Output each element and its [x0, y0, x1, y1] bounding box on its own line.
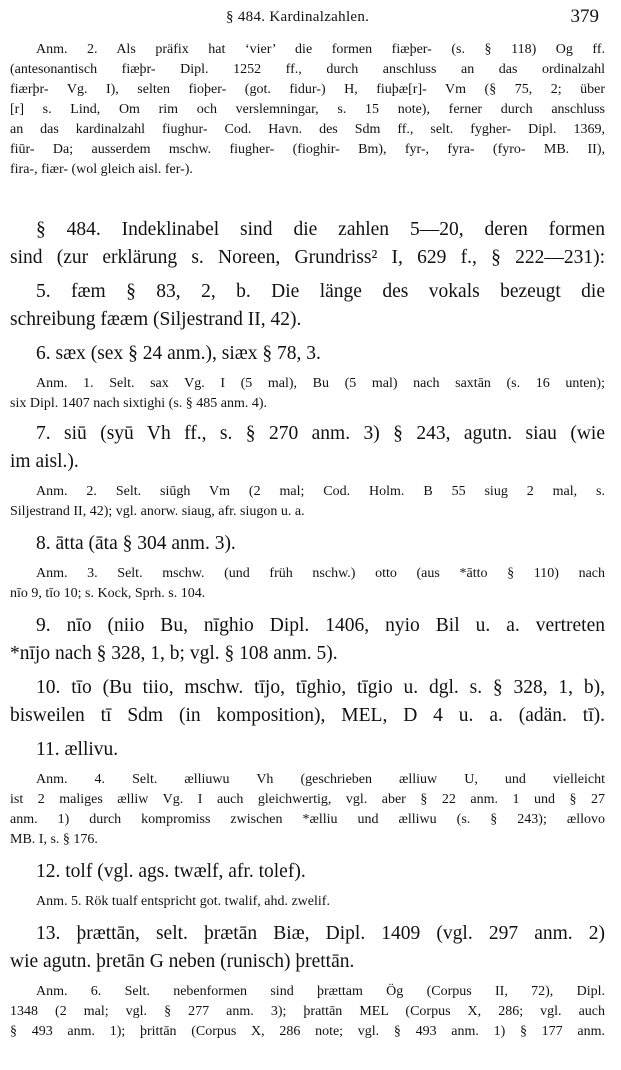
note-line: Anm. 6. Selt. nebenformen sind þrættam Ög (Corpus II, 72), Dipl.: [36, 984, 605, 999]
note-line: Anm. 1. Selt. sax Vg. I (5 mal), Bu (5 mal) nach saxtān (s. 16 unten);: [36, 376, 605, 391]
note-line: fira-, fiær- (wol gleich aisl. fer-).: [10, 162, 193, 177]
note-line: nīo 9, tīo 10; s. Kock, Sprh. s. 104.: [10, 586, 206, 601]
section-484-intro: [10, 216, 605, 272]
note-line: Anm. 5. Rök tualf entspricht got. twalif, ahd. zwelif.: [36, 894, 330, 909]
note-line: an das kardinalzahl fiughur- Cod. Havn. des Sdm ff., selt. fygher- Dipl. 1369,: [10, 122, 605, 137]
note-6: [10, 982, 605, 1042]
item-5: [10, 278, 605, 334]
item-8: [10, 530, 605, 558]
section-line: § 484. Indeklinabel sind die zahlen 5—20, deren formen: [36, 219, 605, 240]
note-line: six Dipl. 1407 nach sixtighi (s. § 485 anm. 4).: [10, 396, 268, 411]
section-line: sind (zur erklärung s. Noreen, Grundriss² I, 629 f., § 222—231):: [10, 247, 605, 268]
item-line: 6. sæx (sex § 24 anm.), siæx § 78, 3.: [36, 343, 321, 364]
note-line: MB. I, s. § 176.: [10, 832, 98, 847]
item-line: im aisl.).: [10, 451, 79, 472]
item-line: 7. siū (syū Vh ff., s. § 270 anm. 3) § 243, agutn. siau (wie: [36, 423, 605, 444]
note-line: fiærþr- Vg. I), selten fioþer- (got. fidur-) H, fiuþæ[r]- Vm (§ 75, 2; über: [10, 82, 605, 97]
page-number: 379: [570, 6, 599, 27]
note-3: [10, 564, 605, 604]
item-6: [10, 340, 605, 368]
item-7: [10, 420, 605, 476]
item-line: 13. þrættān, selt. þrætān Biæ, Dipl. 1409 (vgl. 297 anm. 2): [36, 923, 605, 944]
note-line: ist 2 maliges ælliw Vg. I auch gleichwertig, vgl. aber § 22 anm. 1 und § 27: [10, 792, 605, 807]
item-line: schreibung fææm (Siljestrand II, 42).: [10, 309, 302, 330]
note-line: (antesonantisch fiæþr- Dipl. 1252 ff., durch anschluss an das ordinalzahl: [10, 62, 605, 77]
item-13: [10, 920, 605, 976]
item-line: 9. nīo (niio Bu, nīghio Dipl. 1406, nyio Bil u. a. vertreten: [36, 615, 605, 636]
running-header: [0, 6, 621, 30]
item-line: 8. ātta (āta § 304 anm. 3).: [36, 533, 236, 554]
note-line: [r] s. Lind, Om rim och verslemningar, s. 15 note), ferner durch anschluss: [10, 102, 605, 117]
note-5: [10, 892, 605, 912]
note-block-fier-prefix: [10, 40, 605, 180]
note-4: [10, 770, 605, 850]
note-line: Anm. 3. Selt. mschw. (und früh nschw.) otto (aus *ātto § 110) nach: [36, 566, 605, 581]
header-title: § 484. Kardinalzahlen.: [226, 9, 370, 25]
item-line: bisweilen tī Sdm (in komposition), MEL, D 4 u. a. (adän. tī).: [10, 705, 605, 726]
note-line: fiūr- Da; ausserdem mschw. fiugher- (fioghir- Bm), fyr-, fyra- (fyro- MB. II),: [10, 142, 605, 157]
page-body: [10, 40, 605, 1042]
note-line: 1348 (2 mal; vgl. § 277 anm. 3); þrattān MEL (Corpus X, 286; vgl. auch: [10, 1004, 605, 1019]
note-line: anm. 1) durch kompromiss zwischen *ælliu und ælliwu (s. § 243); ællovo: [10, 812, 605, 827]
item-11: [10, 736, 605, 764]
note-line: Anm. 4. Selt. ælliuwu Vh (geschrieben ælliuw U, und vielleicht: [36, 772, 605, 787]
note-line: Anm. 2. Selt. siūgh Vm (2 mal; Cod. Holm. B 55 siug 2 mal, s.: [36, 484, 605, 499]
item-10: [10, 674, 605, 730]
note-line: Siljestrand II, 42); vgl. anorw. siaug, afr. siugon u. a.: [10, 504, 305, 519]
item-9: [10, 612, 605, 668]
note-1: [10, 374, 605, 414]
item-line: 10. tīo (Bu tiio, mschw. tījo, tīghio, tīgio u. dgl. s. § 328, 1, b),: [36, 677, 605, 698]
item-line: 5. fæm § 83, 2, b. Die länge des vokals bezeugt die: [36, 281, 605, 302]
item-line: *nījo nach § 328, 1, b; vgl. § 108 anm. 5).: [10, 643, 338, 664]
item-line: wie agutn. þretān G neben (runisch) þrettān.: [10, 951, 355, 972]
item-12: [10, 858, 605, 886]
item-line: 11. ællivu.: [36, 739, 119, 760]
item-line: 12. tolf (vgl. ags. twælf, afr. tolef).: [36, 861, 306, 882]
note-2b: [10, 482, 605, 522]
note-line: Anm. 2. Als präfix hat ‘vier’ die formen fiæþer- (s. § 118) Og ff.: [36, 42, 605, 57]
note-line: § 493 anm. 1); þrittān (Corpus X, 286 note; vgl. § 493 anm. 1) § 177 anm.: [10, 1024, 605, 1039]
